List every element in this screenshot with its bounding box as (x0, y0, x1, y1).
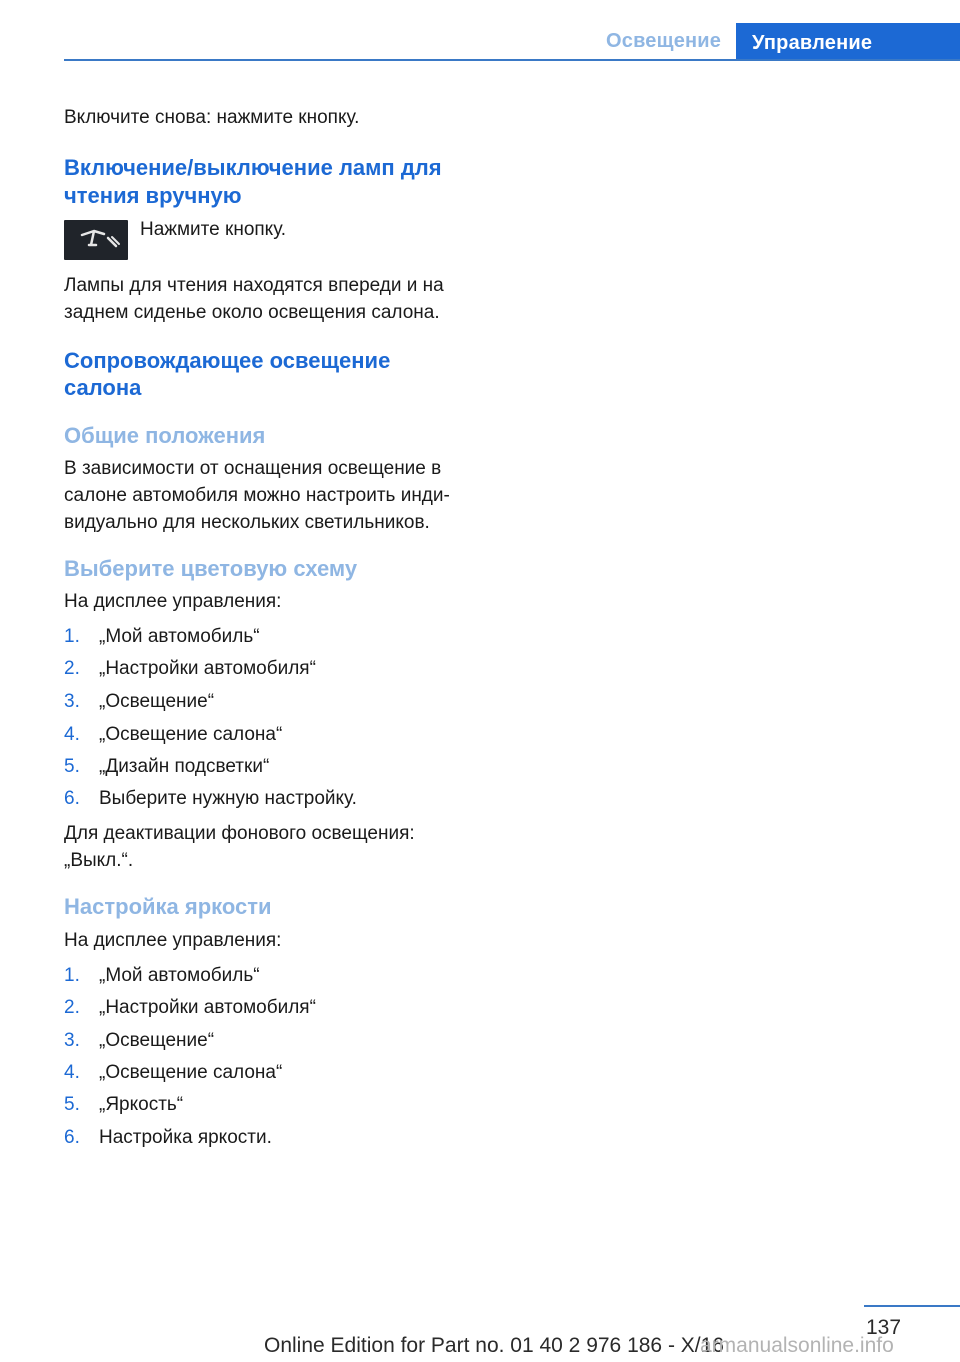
step-text: „Настройки автомобиля“ (99, 658, 316, 679)
header-chapter-label: Управление (752, 32, 873, 54)
color-scheme-title: Выберите цветовую схему (64, 556, 358, 581)
step-text: Выберите нужную настройку. (99, 788, 357, 809)
reading-lamps-title-line2: чтения вручную (64, 183, 242, 208)
step-text: „Освещение“ (99, 1030, 215, 1051)
step-number: 2. (64, 997, 80, 1018)
step-text: „Освещение салона“ (99, 1062, 283, 1083)
header-section-label: Освещение (606, 30, 722, 52)
step-number: 6. (64, 1127, 80, 1148)
step-number: 4. (64, 724, 80, 745)
reading-lamps-body-line1: Лампы для чтения находятся впереди и на (64, 275, 444, 296)
general-line2: салоне автомобиля можно настроить инди‐ (64, 485, 450, 506)
step-text: „Настройки автомобиля“ (99, 997, 316, 1018)
step-text: „Освещение“ (99, 691, 215, 712)
step-number: 5. (64, 756, 80, 777)
step-number: 1. (64, 626, 80, 647)
reading-lamps-title-line1: Включение/выключение ламп для (64, 155, 442, 180)
reading-lamp-button-icon (64, 220, 128, 260)
edition-footer: Online Edition for Part no. 01 40 2 976 186 - X/16 (264, 1334, 724, 1357)
step-text: „Мой автомобиль“ (99, 626, 260, 647)
deactivate-line2: „Выкл.“. (64, 850, 134, 871)
step-number: 6. (64, 788, 80, 809)
step-number: 2. (64, 658, 80, 679)
color-scheme-intro: На дисплее управления: (64, 591, 282, 612)
step-number: 1. (64, 965, 80, 986)
press-button-text: Нажмите кнопку. (140, 219, 287, 240)
step-text: Настройка яркости. (99, 1127, 272, 1148)
step-text: „Яркость“ (99, 1094, 184, 1115)
general-title: Общие положения (64, 423, 266, 448)
general-line1: В зависимости от оснащения освещение в (64, 458, 442, 479)
step-number: 3. (64, 691, 80, 712)
brightness-intro: На дисплее управления: (64, 930, 282, 951)
intro-text: Включите снова: нажмите кнопку. (64, 107, 360, 128)
header-rule (64, 59, 960, 61)
watermark: armanualsonline.info (700, 1334, 894, 1357)
step-number: 3. (64, 1030, 80, 1051)
header-chapter-tab (736, 23, 960, 61)
brightness-title: Настройка яркости (64, 894, 272, 919)
page-number: 137 (866, 1316, 902, 1339)
step-text: „Мой автомобиль“ (99, 965, 260, 986)
deactivate-line1: Для деактивации фонового освещения: (64, 823, 415, 844)
ambient-title-line2: салона (64, 375, 142, 400)
reading-lamps-body-line2: заднем сиденье около освещения салона. (64, 302, 440, 323)
step-number: 5. (64, 1094, 80, 1115)
ambient-title-line1: Сопровождающее освещение (64, 348, 391, 373)
general-line3: видуально для нескольких светильников. (64, 512, 430, 533)
page-number-rule (864, 1305, 960, 1307)
step-text: „Дизайн подсветки“ (99, 756, 270, 777)
step-text: „Освещение салона“ (99, 724, 283, 745)
step-number: 4. (64, 1062, 80, 1083)
